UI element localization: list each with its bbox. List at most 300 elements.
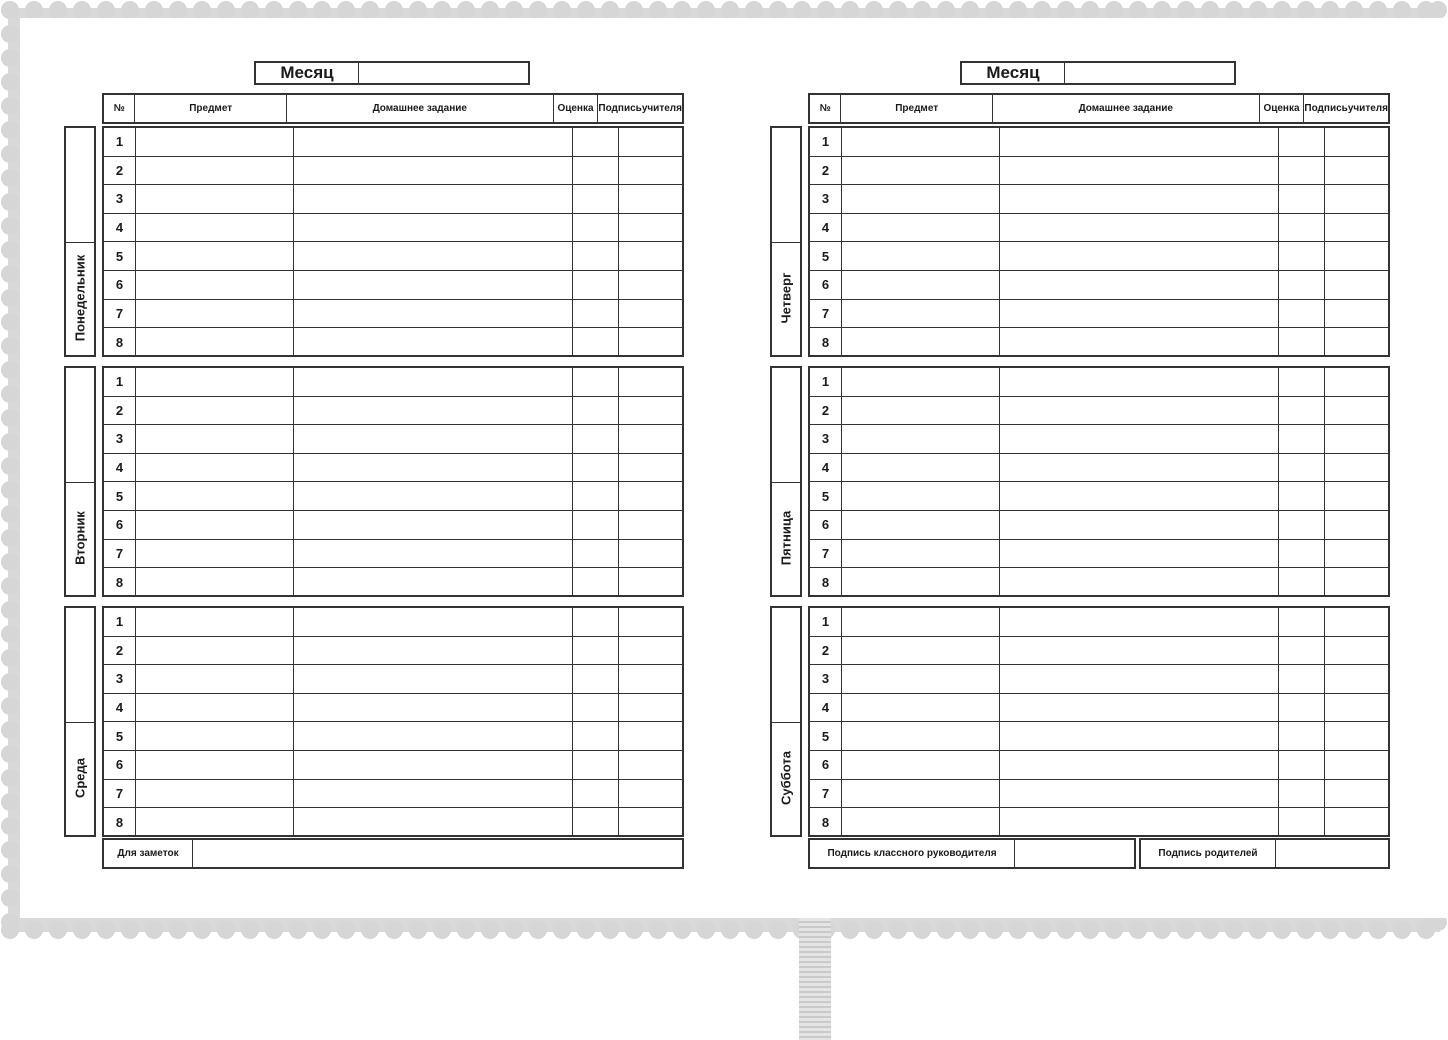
teacher-sign-cell[interactable]	[619, 214, 682, 242]
table-row	[104, 751, 682, 780]
cover-scallop	[721, 921, 739, 939]
grade-cell[interactable]	[573, 608, 619, 636]
day-name: Вторник	[72, 511, 88, 566]
cover-scallop	[841, 921, 859, 939]
cover-scallop	[385, 921, 403, 939]
cover-scallop	[1, 745, 19, 763]
lesson-number: 6	[104, 271, 136, 299]
cover-scallop	[1, 361, 19, 379]
homework-cell[interactable]	[294, 300, 573, 328]
lesson-number: 3	[104, 425, 136, 453]
grade-cell[interactable]	[1279, 300, 1325, 328]
teacher-sign-cell[interactable]	[1325, 242, 1388, 270]
subject-cell[interactable]	[136, 511, 294, 539]
day-label-divider	[772, 722, 800, 723]
table-row	[104, 328, 682, 357]
grade-cell[interactable]	[573, 722, 619, 750]
bookmark-ribbon[interactable]	[799, 918, 831, 1040]
cover-scallop	[1, 769, 19, 787]
homework-cell[interactable]	[294, 665, 573, 693]
homework-cell[interactable]	[1000, 540, 1279, 568]
homework-cell[interactable]	[1000, 425, 1279, 453]
homework-cell[interactable]	[294, 271, 573, 299]
subject-cell[interactable]	[842, 425, 1000, 453]
grade-cell[interactable]	[573, 780, 619, 808]
subject-cell[interactable]	[136, 780, 294, 808]
cover-scallop	[1105, 921, 1123, 939]
notes-input[interactable]	[193, 840, 682, 867]
homework-cell[interactable]	[1000, 751, 1279, 779]
cover-scallop	[1, 553, 19, 571]
grade-cell[interactable]	[573, 214, 619, 242]
teacher-sign-cell[interactable]	[1325, 300, 1388, 328]
day-label-divider	[66, 482, 94, 483]
parents-sign-label: Подпись родителей	[1141, 840, 1276, 867]
homework-cell[interactable]	[294, 242, 573, 270]
cover-scallop	[1345, 921, 1363, 939]
teacher-sign-cell[interactable]	[619, 397, 682, 425]
teacher-sign-cell[interactable]	[619, 608, 682, 636]
grade-cell[interactable]	[1279, 328, 1325, 357]
subject-cell[interactable]	[136, 808, 294, 837]
homework-cell[interactable]	[294, 694, 573, 722]
teacher-sign-cell[interactable]	[619, 568, 682, 597]
grade-cell[interactable]	[1279, 568, 1325, 597]
homework-cell[interactable]	[1000, 397, 1279, 425]
cover-scallop	[1, 169, 19, 187]
teacher-sign-cell[interactable]	[619, 425, 682, 453]
homework-cell[interactable]	[1000, 214, 1279, 242]
teacher-sign-cell[interactable]	[619, 722, 682, 750]
teacher-sign-cell[interactable]	[619, 454, 682, 482]
cover-scallop	[625, 921, 643, 939]
subject-cell[interactable]	[136, 185, 294, 213]
homework-cell[interactable]	[1000, 368, 1279, 396]
homework-cell[interactable]	[1000, 328, 1279, 357]
homework-cell[interactable]	[1000, 637, 1279, 665]
grade-cell[interactable]	[1279, 511, 1325, 539]
cover-scallop	[1201, 1, 1219, 19]
subject-cell[interactable]	[842, 300, 1000, 328]
grade-cell[interactable]	[1279, 368, 1325, 396]
cover-scallop	[1, 649, 19, 667]
grade-cell[interactable]	[573, 540, 619, 568]
table-row	[810, 271, 1388, 300]
subject-cell[interactable]	[842, 540, 1000, 568]
grade-cell[interactable]	[573, 185, 619, 213]
cover-scallop	[1273, 1, 1291, 19]
subject-cell[interactable]	[136, 751, 294, 779]
homework-cell[interactable]	[1000, 780, 1279, 808]
cover-scallop	[169, 921, 187, 939]
homework-cell[interactable]	[1000, 482, 1279, 510]
cover-scallop	[1, 121, 19, 139]
subject-cell[interactable]	[136, 271, 294, 299]
cover-scallop	[337, 921, 355, 939]
teacher-sign-cell[interactable]	[1325, 185, 1388, 213]
homework-cell[interactable]	[294, 328, 573, 357]
subject-cell[interactable]	[136, 722, 294, 750]
subject-cell[interactable]	[136, 242, 294, 270]
day-label-divider	[66, 722, 94, 723]
grade-cell[interactable]	[1279, 780, 1325, 808]
grade-cell[interactable]	[573, 242, 619, 270]
grade-cell[interactable]	[1279, 214, 1325, 242]
cover-scallop	[1, 337, 19, 355]
subject-cell[interactable]	[136, 368, 294, 396]
teacher-sign-cell[interactable]	[619, 637, 682, 665]
teacher-sign-cell[interactable]	[1325, 397, 1388, 425]
homework-cell[interactable]	[1000, 808, 1279, 837]
lesson-number: 1	[104, 368, 136, 396]
lesson-number: 5	[810, 242, 842, 270]
teacher-sign-cell[interactable]	[619, 328, 682, 357]
homework-cell[interactable]	[294, 751, 573, 779]
grade-cell[interactable]	[1279, 271, 1325, 299]
cover-scallop	[985, 921, 1003, 939]
subject-cell[interactable]	[136, 300, 294, 328]
teacher-sign-cell[interactable]	[619, 271, 682, 299]
cover-scallop	[1, 841, 19, 859]
grade-cell[interactable]	[1279, 397, 1325, 425]
homework-cell[interactable]	[294, 185, 573, 213]
lesson-number: 1	[810, 608, 842, 636]
header-teacher-sign-line2: учителя	[641, 102, 682, 114]
teacher-sign-cell[interactable]	[1325, 751, 1388, 779]
table-row	[104, 128, 682, 157]
grade-cell[interactable]	[1279, 694, 1325, 722]
subject-cell[interactable]	[842, 328, 1000, 357]
cover-scallop	[553, 921, 571, 939]
teacher-sign-cell[interactable]	[619, 185, 682, 213]
cover-scallop	[913, 1, 931, 19]
subject-cell[interactable]	[842, 482, 1000, 510]
teacher-sign-cell[interactable]	[1325, 637, 1388, 665]
subject-cell[interactable]	[842, 242, 1000, 270]
day-label	[770, 126, 802, 357]
class-teacher-sign-input[interactable]	[1015, 840, 1134, 867]
subject-cell[interactable]	[842, 214, 1000, 242]
subject-cell[interactable]	[136, 568, 294, 597]
teacher-sign-cell[interactable]	[1325, 214, 1388, 242]
grade-cell[interactable]	[573, 482, 619, 510]
teacher-sign-cell[interactable]	[619, 751, 682, 779]
grade-cell[interactable]	[573, 665, 619, 693]
grade-cell[interactable]	[1279, 185, 1325, 213]
teacher-sign-cell[interactable]	[1325, 780, 1388, 808]
teacher-sign-cell[interactable]	[619, 157, 682, 185]
header-number: №	[104, 95, 135, 122]
grade-cell[interactable]	[1279, 242, 1325, 270]
lessons-table	[808, 126, 1390, 357]
cover-scallop	[529, 1, 547, 19]
subject-cell[interactable]	[136, 425, 294, 453]
cover-scallop	[1057, 921, 1075, 939]
cover-scallop	[1393, 1, 1411, 19]
grade-cell[interactable]	[1279, 540, 1325, 568]
grade-cell[interactable]	[573, 808, 619, 837]
cover-scallop	[1, 193, 19, 211]
cover-scallop	[937, 921, 955, 939]
subject-cell[interactable]	[842, 722, 1000, 750]
grade-cell[interactable]	[1279, 157, 1325, 185]
teacher-sign-cell[interactable]	[619, 780, 682, 808]
cover-scallop	[1081, 921, 1099, 939]
homework-cell[interactable]	[294, 425, 573, 453]
subject-cell[interactable]	[842, 454, 1000, 482]
teacher-sign-cell[interactable]	[1325, 540, 1388, 568]
cover-scallop	[1225, 921, 1243, 939]
cover-scallop	[889, 921, 907, 939]
homework-cell[interactable]	[1000, 511, 1279, 539]
cover-scallop	[241, 921, 259, 939]
grade-cell[interactable]	[573, 328, 619, 357]
lesson-number: 3	[810, 425, 842, 453]
grade-cell[interactable]	[1279, 608, 1325, 636]
table-header	[102, 93, 684, 124]
grade-cell[interactable]	[573, 694, 619, 722]
subject-cell[interactable]	[136, 694, 294, 722]
subject-cell[interactable]	[136, 608, 294, 636]
teacher-sign-cell[interactable]	[1325, 511, 1388, 539]
homework-cell[interactable]	[1000, 608, 1279, 636]
cover-scallop	[25, 1, 43, 19]
cover-scallop	[1081, 1, 1099, 19]
subject-cell[interactable]	[842, 751, 1000, 779]
teacher-sign-cell[interactable]	[1325, 128, 1388, 156]
lesson-number: 1	[104, 128, 136, 156]
teacher-sign-cell[interactable]	[619, 665, 682, 693]
grade-cell[interactable]	[573, 300, 619, 328]
grade-cell[interactable]	[573, 397, 619, 425]
day-name: Суббота	[778, 751, 794, 806]
cover-scallop	[1, 97, 19, 115]
table-row	[810, 328, 1388, 357]
header-homework: Домашнее задание	[993, 95, 1260, 122]
subject-cell[interactable]	[842, 637, 1000, 665]
subject-cell[interactable]	[842, 271, 1000, 299]
homework-cell[interactable]	[294, 511, 573, 539]
cover-scallop	[1105, 1, 1123, 19]
homework-cell[interactable]	[294, 722, 573, 750]
cover-scallop	[121, 921, 139, 939]
teacher-sign-cell[interactable]	[619, 540, 682, 568]
teacher-sign-cell[interactable]	[1325, 608, 1388, 636]
grade-cell[interactable]	[1279, 665, 1325, 693]
grade-cell[interactable]	[1279, 722, 1325, 750]
homework-cell[interactable]	[1000, 694, 1279, 722]
teacher-sign-cell[interactable]	[1325, 808, 1388, 837]
month-input[interactable]	[359, 63, 528, 83]
grade-cell[interactable]	[573, 511, 619, 539]
teacher-sign-cell[interactable]	[619, 482, 682, 510]
header-subject: Предмет	[135, 95, 286, 122]
grade-cell[interactable]	[1279, 637, 1325, 665]
subject-cell[interactable]	[136, 397, 294, 425]
teacher-sign-cell[interactable]	[1325, 454, 1388, 482]
subject-cell[interactable]	[136, 665, 294, 693]
cover-scallop	[457, 921, 475, 939]
cover-scallop	[457, 1, 475, 19]
teacher-sign-cell[interactable]	[1325, 568, 1388, 597]
homework-cell[interactable]	[294, 780, 573, 808]
cover-scallop	[289, 921, 307, 939]
teacher-sign-cell[interactable]	[619, 694, 682, 722]
table-row	[104, 271, 682, 300]
notes-label: Для заметок	[104, 840, 193, 867]
cover-scallop	[1429, 1, 1447, 19]
table-row	[810, 665, 1388, 694]
homework-cell[interactable]	[294, 454, 573, 482]
grade-cell[interactable]	[1279, 128, 1325, 156]
cover-scallop	[1345, 1, 1363, 19]
homework-cell[interactable]	[1000, 722, 1279, 750]
teacher-sign-cell[interactable]	[619, 368, 682, 396]
grade-cell[interactable]	[1279, 808, 1325, 837]
teacher-sign-cell[interactable]	[1325, 271, 1388, 299]
subject-cell[interactable]	[136, 128, 294, 156]
cover-scallop	[1, 913, 19, 931]
subject-cell[interactable]	[842, 665, 1000, 693]
homework-cell[interactable]	[1000, 128, 1279, 156]
grade-cell[interactable]	[1279, 454, 1325, 482]
table-row	[104, 722, 682, 751]
teacher-sign-cell[interactable]	[1325, 722, 1388, 750]
subject-cell[interactable]	[842, 397, 1000, 425]
homework-cell[interactable]	[294, 482, 573, 510]
cover-scallop	[1, 265, 19, 283]
grade-cell[interactable]	[1279, 482, 1325, 510]
grade-cell[interactable]	[573, 368, 619, 396]
table-row	[810, 242, 1388, 271]
cover-scallop	[145, 921, 163, 939]
cover-scallop	[25, 921, 43, 939]
parents-sign-input[interactable]	[1276, 840, 1388, 867]
homework-cell[interactable]	[294, 540, 573, 568]
homework-cell[interactable]	[294, 568, 573, 597]
grade-cell[interactable]	[573, 751, 619, 779]
subject-cell[interactable]	[136, 328, 294, 357]
subject-cell[interactable]	[842, 368, 1000, 396]
homework-cell[interactable]	[1000, 185, 1279, 213]
subject-cell[interactable]	[842, 608, 1000, 636]
subject-cell[interactable]	[136, 482, 294, 510]
homework-cell[interactable]	[1000, 157, 1279, 185]
table-row	[104, 694, 682, 723]
subject-cell[interactable]	[842, 780, 1000, 808]
day-name: Понедельник	[72, 255, 88, 342]
cover-scallop	[1249, 1, 1267, 19]
month-input[interactable]	[1065, 63, 1234, 83]
day-label	[770, 606, 802, 837]
teacher-sign-cell[interactable]	[619, 808, 682, 837]
homework-cell[interactable]	[1000, 665, 1279, 693]
grade-cell[interactable]	[1279, 751, 1325, 779]
lesson-number: 5	[810, 482, 842, 510]
grade-cell[interactable]	[573, 637, 619, 665]
day-name: Среда	[72, 758, 88, 799]
homework-cell[interactable]	[1000, 300, 1279, 328]
homework-cell[interactable]	[294, 637, 573, 665]
cover-scallop	[361, 1, 379, 19]
subject-cell[interactable]	[842, 568, 1000, 597]
table-row	[810, 637, 1388, 666]
grade-cell[interactable]	[1279, 425, 1325, 453]
cover-scallop	[97, 1, 115, 19]
grade-cell[interactable]	[573, 271, 619, 299]
cover-scallop	[1, 481, 19, 499]
grade-cell[interactable]	[573, 128, 619, 156]
homework-cell[interactable]	[294, 397, 573, 425]
grade-cell[interactable]	[573, 157, 619, 185]
homework-cell[interactable]	[1000, 454, 1279, 482]
right-page	[736, 18, 1448, 918]
grade-cell[interactable]	[573, 425, 619, 453]
grade-cell[interactable]	[573, 454, 619, 482]
subject-cell[interactable]	[136, 454, 294, 482]
subject-cell[interactable]	[136, 637, 294, 665]
subject-cell[interactable]	[136, 214, 294, 242]
lesson-number: 5	[104, 242, 136, 270]
subject-cell[interactable]	[136, 540, 294, 568]
homework-cell[interactable]	[294, 214, 573, 242]
table-row	[104, 157, 682, 186]
homework-cell[interactable]	[1000, 242, 1279, 270]
class-teacher-sign-field	[808, 838, 1136, 869]
cover-scallop	[1321, 921, 1339, 939]
homework-cell[interactable]	[294, 608, 573, 636]
teacher-sign-cell[interactable]	[1325, 665, 1388, 693]
subject-cell[interactable]	[136, 157, 294, 185]
homework-cell[interactable]	[1000, 271, 1279, 299]
homework-cell[interactable]	[294, 808, 573, 837]
teacher-sign-cell[interactable]	[1325, 425, 1388, 453]
teacher-sign-cell[interactable]	[619, 511, 682, 539]
lesson-number: 3	[810, 185, 842, 213]
cover-scallop	[1, 217, 19, 235]
subject-cell[interactable]	[842, 128, 1000, 156]
lesson-number: 5	[810, 722, 842, 750]
homework-cell[interactable]	[294, 128, 573, 156]
teacher-sign-cell[interactable]	[619, 300, 682, 328]
teacher-sign-cell[interactable]	[1325, 368, 1388, 396]
homework-cell[interactable]	[294, 368, 573, 396]
teacher-sign-cell[interactable]	[1325, 482, 1388, 510]
lesson-number: 5	[104, 722, 136, 750]
cover-scallop	[1033, 921, 1051, 939]
teacher-sign-cell[interactable]	[1325, 694, 1388, 722]
teacher-sign-cell[interactable]	[619, 242, 682, 270]
subject-cell[interactable]	[842, 808, 1000, 837]
cover-scallop	[1297, 1, 1315, 19]
table-header	[808, 93, 1390, 124]
subject-cell[interactable]	[842, 185, 1000, 213]
subject-cell[interactable]	[842, 157, 1000, 185]
teacher-sign-cell[interactable]	[619, 128, 682, 156]
month-label: Месяц	[256, 63, 359, 83]
cover-scallop	[49, 921, 67, 939]
table-row	[810, 694, 1388, 723]
homework-cell[interactable]	[1000, 568, 1279, 597]
grade-cell[interactable]	[573, 568, 619, 597]
teacher-sign-cell[interactable]	[1325, 157, 1388, 185]
subject-cell[interactable]	[842, 511, 1000, 539]
homework-cell[interactable]	[294, 157, 573, 185]
teacher-sign-cell[interactable]	[1325, 328, 1388, 357]
table-row	[810, 397, 1388, 426]
cover-scallop	[577, 1, 595, 19]
subject-cell[interactable]	[842, 694, 1000, 722]
